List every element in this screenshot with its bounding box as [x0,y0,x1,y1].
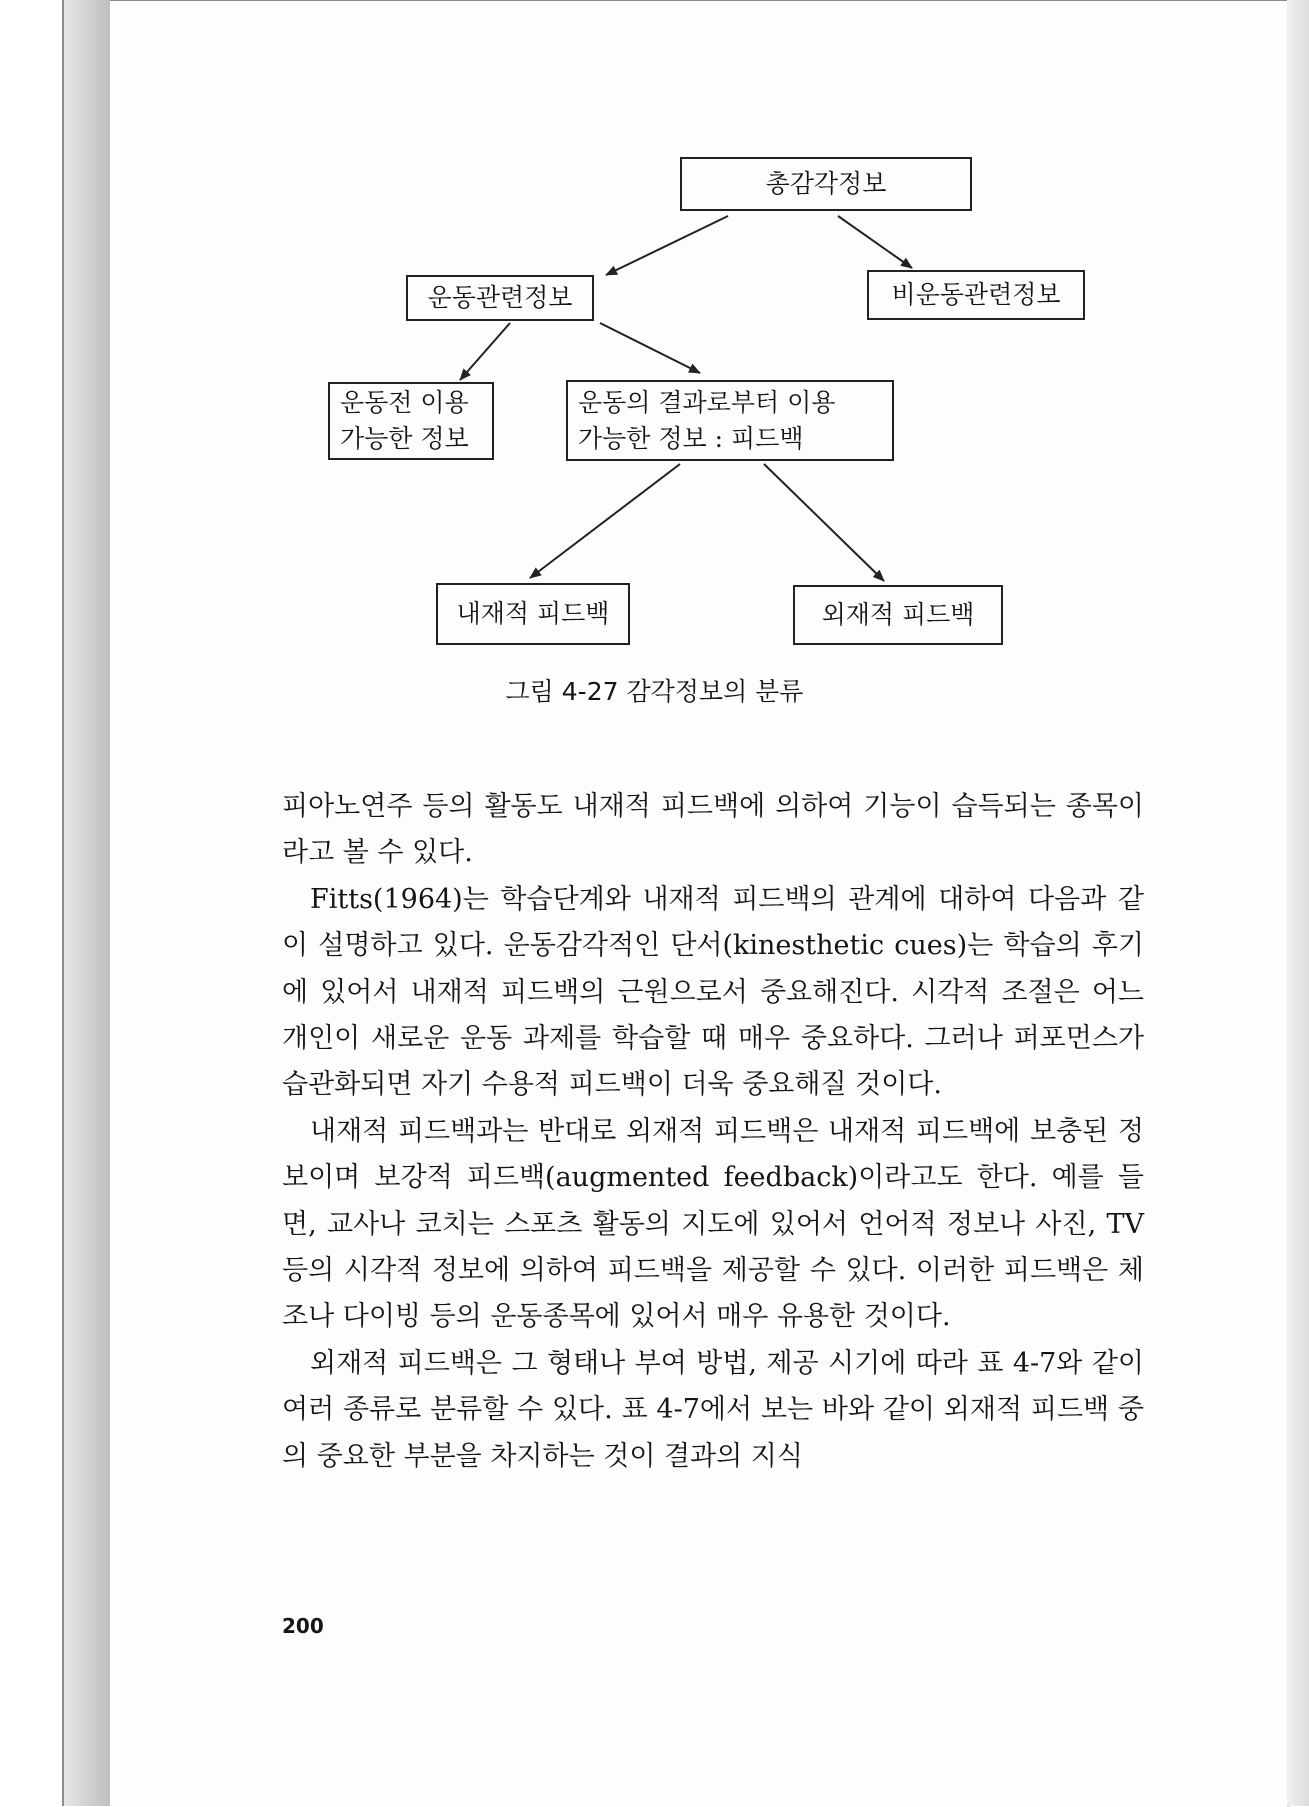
diagram-arrows [0,0,1309,700]
arrow-root-to-motor [606,216,728,275]
arrow-motor-to-result [600,323,700,373]
arrow-result-to-intrinsic [530,464,680,578]
node-total-sensory-info: 총감각정보 [680,157,972,211]
node-feedback-info: 운동의 결과로부터 이용 가능한 정보 : 피드백 [566,380,894,461]
arrow-motor-to-pre [460,323,510,380]
node-nonmotor-info: 비운동관련정보 [867,270,1085,320]
page-number: 200 [282,1614,324,1638]
paragraph-1: 피아노연주 등의 활동도 내재적 피드백에 의하여 기능이 습득되는 종목이라고 볼 수 있다. [282,791,1144,869]
arrow-root-to-nonmotor [838,216,912,268]
node-pre-movement-info: 운동전 이용 가능한 정보 [328,382,494,460]
node-extrinsic-feedback: 외재적 피드백 [793,585,1003,645]
arrow-result-to-extrinsic [764,464,884,581]
paragraph-4: 외재적 피드백은 그 형태나 부여 방법, 제공 시기에 따라 표 4-7와 같이 여러 종류로 분류할 수 있다. 표 4-7에서 보는 바와 같이 외재적 피드백 중의 중요한 부분을 차지하는 것이 결과의 지식 [282,1347,1144,1472]
body-text [282,784,1144,1480]
node-motor-related-info: 운동관련정보 [406,275,594,321]
node-intrinsic-feedback: 내재적 피드백 [436,583,630,645]
paragraph-2: Fitts(1964)는 학습단계와 내재적 피드백의 관계에 대하여 다음과 같이 설명하고 있다. 운동감각적인 단서(kinesthetic cues)는 학습의 후기에 있어서 내재적 피드백의 근원으로서 중요해진다. 시각적 조절은 어느 개인이 새로운 운동 과제를 학습할 때 매우 중요하다. 그러나 퍼포먼스가 습관화되면 자기 수용적 피드백이 더욱 중요해질 것이다. [282,883,1144,1101]
paragraph-3: 내재적 피드백과는 반대로 외재적 피드백은 내재적 피드백에 보충된 정보이며 보강적 피드백(augmented feedback)이라고도 한다. 예를 들면, 교사나 코치는 스포츠 활동의 지도에 있어서 언어적 정보나 사진, TV 등의 시각적 정보에 의하여 피드백을 제공할 수 있다. 이러한 피드백은 체조나 다이빙 등의 운동종목에 있어서 매우 유용한 것이다. [282,1115,1144,1333]
figure-caption: 그림 4-27 감각정보의 분류 [505,677,804,706]
